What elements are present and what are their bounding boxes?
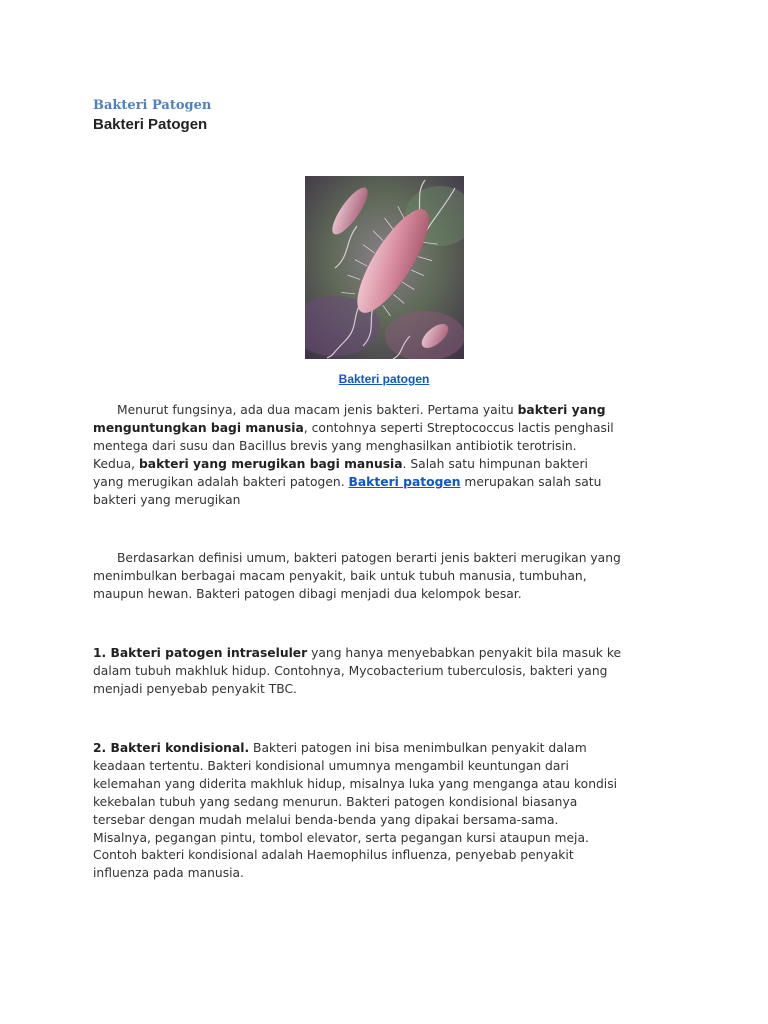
document-title: Bakteri Patogen [93, 98, 212, 113]
paragraph-intraseluler [93, 645, 683, 699]
text-line: bakteri yang merugikan [93, 492, 241, 507]
text-line: dalam tubuh makhluk hidup. Contohnya, Mycobacterium tuberculosis, bakteri yang [93, 663, 608, 678]
bold-text: bakteri yang [517, 403, 606, 417]
text: Kedua, [93, 456, 139, 471]
text: , contohnya seperti Streptococcus lactis penghasil [303, 420, 614, 435]
text-line: menjadi penyebab penyakit TBC. [93, 681, 297, 696]
bold-text: 1. Bakteri patogen intraseluler [93, 646, 308, 660]
bold-text: 2. Bakteri kondisional. [93, 741, 250, 755]
bakteri-patogen-link[interactable]: Bakteri patogen [348, 474, 461, 489]
text-line: influenza pada manusia. [93, 866, 244, 881]
text: yang hanya menyebabkan penyakit bila masuk ke [307, 646, 622, 660]
text: Berdasarkan definisi umum, bakteri patogen berarti jenis bakteri merugikan yang [117, 551, 621, 565]
text-line: keadaan tertentu. Bakteri kondisional umumnya mengambil keuntungan dari [93, 758, 569, 773]
text-line: tersebar dengan mudah melalui benda-benda yang dipakai bersama-sama. [93, 812, 559, 827]
document-subtitle: Bakteri Patogen [93, 116, 208, 133]
text-line: kekebalan tubuh yang sedang menurun. Bakteri patogen kondisional biasanya [93, 794, 578, 809]
text: yang merugikan adalah bakteri patogen. [93, 474, 349, 489]
bacteria-illustration [305, 176, 464, 359]
text: Bakteri patogen ini bisa menimbulkan penyakit dalam [249, 741, 587, 755]
text-line: maupun hewan. Bakteri patogen dibagi menjadi dua kelompok besar. [93, 586, 522, 601]
paragraph-intro [93, 402, 683, 509]
text-line: mentega dari susu dan Bacillus brevis yang menghasilkan antibiotik terotrisin. [93, 438, 577, 453]
figure-caption-link[interactable]: Bakteri patogen [338, 372, 430, 386]
text: Menurut fungsinya, ada dua macam jenis bakteri. Pertama yaitu [117, 403, 518, 417]
text-line: Misalnya, pegangan pintu, tombol elevator, serta pegangan kursi ataupun meja. [93, 830, 589, 845]
paragraph-kondisional [93, 740, 683, 883]
text-line: kelemahan yang diderita makhluk hidup, misalnya luka yang menganga atau kondisi [93, 776, 618, 791]
text: . Salah satu himpunan bakteri [402, 456, 588, 471]
text: merupakan salah satu [460, 474, 602, 489]
bold-text: bakteri yang merugikan bagi manusia [138, 456, 403, 471]
text-line: menimbulkan berbagai macam penyakit, baik untuk tubuh manusia, tumbuhan, [93, 568, 587, 583]
figure-caption [0, 372, 768, 386]
bold-text: menguntungkan bagi manusia [93, 420, 304, 435]
text-line: Contoh bakteri kondisional adalah Haemophilus influenza, penyebab penyakit [93, 848, 574, 863]
paragraph-definition [93, 550, 683, 604]
